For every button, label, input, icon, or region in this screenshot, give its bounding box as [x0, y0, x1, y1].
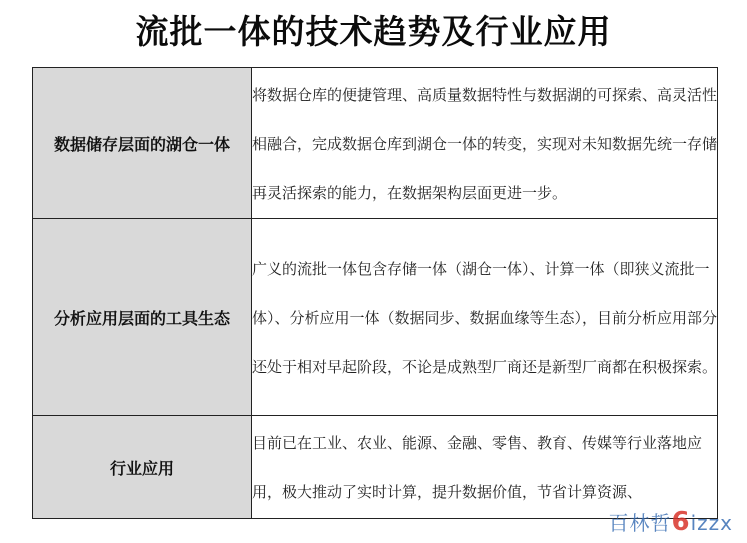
row-label: 分析应用层面的工具生态 [33, 219, 252, 416]
watermark-six: 6 [671, 507, 691, 537]
table-row [33, 219, 718, 416]
watermark-suffix: izzx [690, 511, 733, 535]
page-title: 流批一体的技术趋势及行业应用 [135, 12, 612, 51]
row-content [252, 219, 718, 416]
watermark-logo [609, 507, 733, 537]
watermark-prefix: 百林哲 [608, 511, 672, 535]
table-row [33, 416, 718, 519]
info-table [32, 67, 718, 519]
row-content [252, 416, 718, 519]
row-label: 数据储存层面的湖仓一体 [33, 68, 252, 219]
row-content-text: 目前已在工业、农业、能源、金融、零售、教育、传媒等行业落地应用，极大推动了实时计算，提升数据价值，节省计算资源、 [252, 434, 703, 501]
row-label: 行业应用 [33, 416, 252, 519]
row-content [252, 68, 718, 219]
row-content-text: 广义的流批一体包含存储一体（湖仓一体）、计算一体（即狭义流批一体）、分析应用一体（数据同步、数据血缘等生态），目前分析应用部分还处于相对早起阶段，不论是成熟型厂商还是新型厂商都在积极探索。 [252, 259, 718, 376]
table-row [33, 68, 718, 219]
row-content-text: 将数据仓库的便捷管理、高质量数据特性与数据湖的可探索、高灵活性相融合，完成数据仓库到湖仓一体的转变，实现对未知数据先统一存储再灵活探索的能力，在数据架构层面更进一步。 [252, 85, 718, 202]
